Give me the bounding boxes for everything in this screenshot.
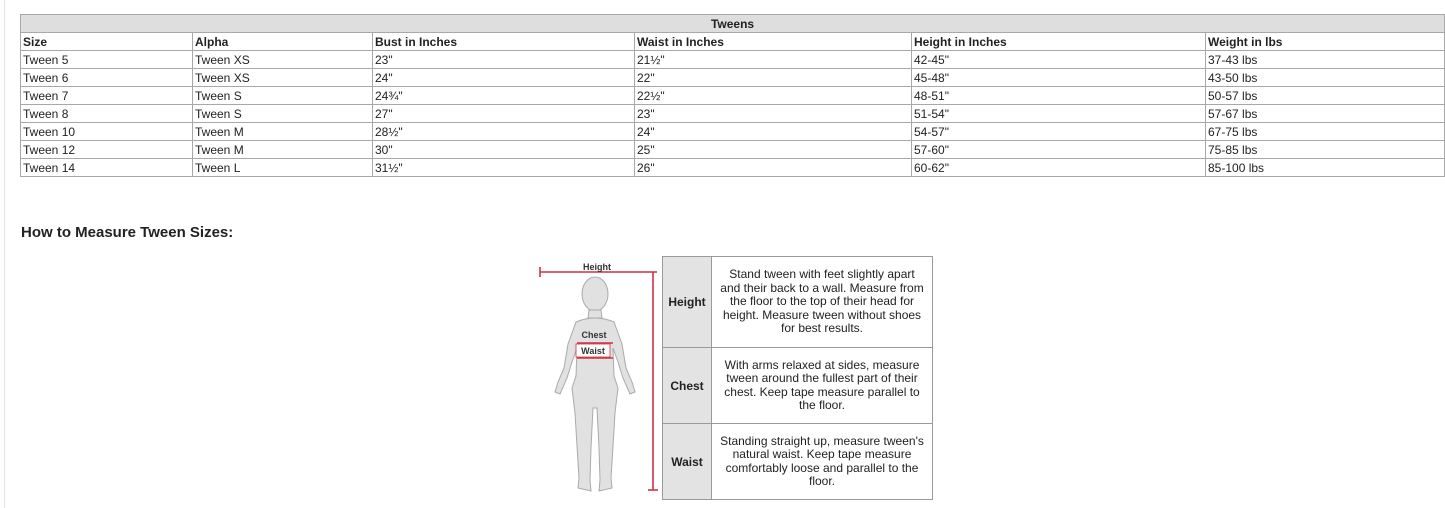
cell-height: 51-54" (912, 105, 1206, 123)
column-header-height: Height in Inches (912, 33, 1206, 51)
cell-bust: 28½" (373, 123, 635, 141)
measure-heading: How to Measure Tween Sizes: (21, 224, 234, 241)
cell-weight: 50-57 lbs (1206, 87, 1445, 105)
figure-label-waist: Waist (581, 346, 605, 356)
cell-weight: 85-100 lbs (1206, 159, 1445, 177)
page-left-border (4, 0, 5, 508)
figure-head (582, 277, 608, 311)
cell-alpha: Tween L (193, 159, 373, 177)
cell-height: 45-48" (912, 69, 1206, 87)
cell-height: 60-62" (912, 159, 1206, 177)
cell-weight: 37-43 lbs (1206, 51, 1445, 69)
guide-text: Standing straight up, measure tween's natural waist. Keep tape measure comfortably loose and parallel to the floor. (712, 424, 933, 500)
cell-bust: 24" (373, 69, 635, 87)
cell-waist: 21½" (635, 51, 912, 69)
table-row (21, 87, 1445, 105)
guide-row-chest (663, 348, 933, 424)
guide-label: Height (663, 257, 712, 348)
cell-weight: 67-75 lbs (1206, 123, 1445, 141)
cell-size: Tween 8 (21, 105, 193, 123)
cell-height: 57-60" (912, 141, 1206, 159)
cell-bust: 23" (373, 51, 635, 69)
column-header-size: Size (21, 33, 193, 51)
column-header-waist: Waist in Inches (635, 33, 912, 51)
cell-bust: 30" (373, 141, 635, 159)
column-header-weight: Weight in lbs (1206, 33, 1445, 51)
cell-alpha: Tween S (193, 105, 373, 123)
column-header-bust: Bust in Inches (373, 33, 635, 51)
guide-row-height (663, 257, 933, 348)
cell-height: 54-57" (912, 123, 1206, 141)
cell-waist: 25" (635, 141, 912, 159)
measure-guide-table (662, 256, 933, 500)
guide-text: Stand tween with feet slightly apart and their back to a wall. Measure from the floor to the top of their head for height. Measure tween without shoes for best results. (712, 257, 933, 348)
cell-height: 48-51" (912, 87, 1206, 105)
guide-row-waist (663, 424, 933, 500)
tween-body-figure-icon (536, 258, 661, 498)
guide-label: Waist (663, 424, 712, 500)
cell-alpha: Tween S (193, 87, 373, 105)
cell-weight: 43-50 lbs (1206, 69, 1445, 87)
cell-height: 42-45" (912, 51, 1206, 69)
cell-waist: 24" (635, 123, 912, 141)
figure-label-height: Height (583, 262, 611, 272)
cell-alpha: Tween XS (193, 69, 373, 87)
cell-bust: 31½" (373, 159, 635, 177)
figure-neck (588, 310, 602, 318)
tween-size-table (20, 14, 1445, 177)
guide-label: Chest (663, 348, 712, 424)
table-row (21, 51, 1445, 69)
cell-bust: 24¾" (373, 87, 635, 105)
table-row (21, 69, 1445, 87)
cell-size: Tween 7 (21, 87, 193, 105)
cell-size: Tween 14 (21, 159, 193, 177)
table-row (21, 141, 1445, 159)
table-caption: Tweens (21, 15, 1445, 33)
cell-alpha: Tween M (193, 141, 373, 159)
cell-alpha: Tween M (193, 123, 373, 141)
cell-waist: 23" (635, 105, 912, 123)
cell-bust: 27" (373, 105, 635, 123)
cell-waist: 22" (635, 69, 912, 87)
table-row (21, 105, 1445, 123)
cell-weight: 57-67 lbs (1206, 105, 1445, 123)
cell-weight: 75-85 lbs (1206, 141, 1445, 159)
cell-size: Tween 6 (21, 69, 193, 87)
cell-size: Tween 5 (21, 51, 193, 69)
cell-waist: 22½" (635, 87, 912, 105)
cell-size: Tween 10 (21, 123, 193, 141)
cell-waist: 26" (635, 159, 912, 177)
figure-label-chest: Chest (581, 330, 607, 340)
guide-text: With arms relaxed at sides, measure tween around the fullest part of their chest. Keep tape measure parallel to the floor. (712, 348, 933, 424)
table-row (21, 159, 1445, 177)
column-header-alpha: Alpha (193, 33, 373, 51)
table-row (21, 123, 1445, 141)
cell-alpha: Tween XS (193, 51, 373, 69)
cell-size: Tween 12 (21, 141, 193, 159)
